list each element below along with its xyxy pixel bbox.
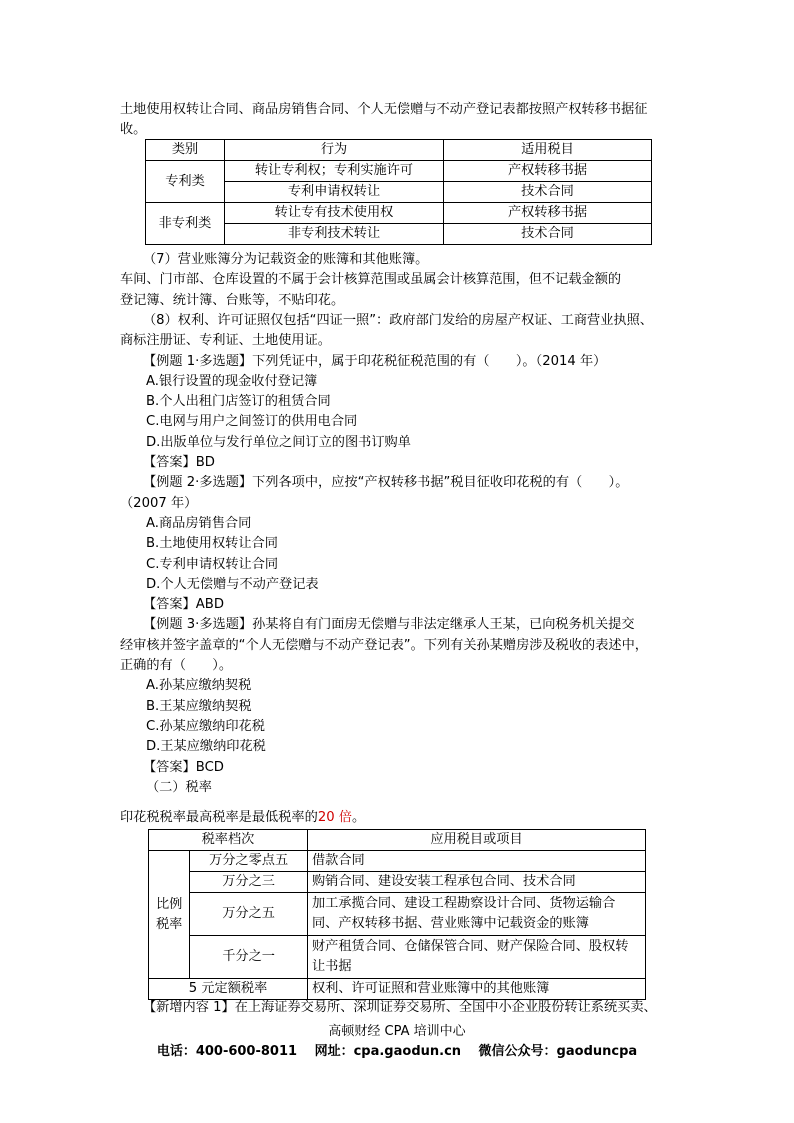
table-cell: 产权转移书据: [444, 203, 652, 224]
group-label-cell: 比例 税率: [149, 851, 190, 979]
body-line: 【例题 3·多选题】孙某将自有门面房无偿赠与非法定继承人王某，已向税务机关提交: [143, 617, 635, 632]
table-row: [146, 203, 652, 224]
body-line: 商标注册证、专利证、土地使用证。: [120, 333, 331, 348]
patent-tax-table: [145, 139, 652, 245]
body-line: 【答案】BCD: [143, 760, 224, 775]
category-cell: 专利类: [146, 161, 225, 203]
body-line: A.商品房销售合同: [146, 516, 252, 531]
body-line: 正确的有（ ）。: [120, 658, 233, 673]
tax-rate-table: [148, 829, 646, 1000]
body-line: C.专利申请权转让合同: [146, 557, 279, 572]
footer-org: 高顿财经 CPA 培训中心: [328, 1024, 466, 1039]
category-cell: 非专利类: [146, 203, 225, 245]
table-row: [149, 979, 646, 1000]
rate-cell: 万分之五: [190, 893, 308, 936]
items-cell: 权利、许可证照和营业账簿中的其他账簿: [308, 979, 646, 1000]
rate-line-suffix: 。: [351, 810, 366, 825]
table-row: [149, 872, 646, 893]
body-line: （8）权利、许可证照仅包括“四证一照”：政府部门发给的房屋产权证、工商营业执照、: [143, 313, 653, 328]
body-line: C.孙某应缴纳印花税: [146, 719, 265, 734]
table-row: [149, 851, 646, 872]
body-line: （2007 年）: [120, 496, 198, 511]
body-line: 【例题 2·多选题】下列各项中，应按“产权转移书据”税目征收印花税的有（ ）。: [143, 475, 629, 490]
body-line: 经审核并签字盖章的“个人无偿赠与不动产登记表”。下列有关孙某赠房涉及税收的表述中，: [120, 638, 648, 653]
rate-line-prefix: 印花税税率最高税率是最低税率的: [120, 810, 318, 825]
table-header-cell: 税率档次: [149, 830, 308, 851]
table-header-cell: 类别: [146, 140, 225, 161]
body-line: （二）税率: [146, 780, 212, 795]
intro-line-1: 土地使用权转让合同、商品房销售合同、个人无偿赠与不动产登记表都按照产权转移书据征: [120, 102, 648, 117]
items-cell: 借款合同: [308, 851, 646, 872]
table-row: [149, 893, 646, 936]
rate-cell: 万分之零点五: [190, 851, 308, 872]
intro-line-2: 收。: [120, 122, 147, 137]
body-line: （7）营业账簿分为记载资金的账簿和其他账簿。: [143, 252, 429, 267]
body-line: D.王某应缴纳印花税: [146, 739, 266, 754]
body-line: A.孙某应缴纳契税: [146, 678, 252, 693]
table-cell: 技术合同: [444, 182, 652, 203]
body-line: 【例题 1·多选题】下列凭证中，属于印花税征税范围的有（ ）。（2014 年）: [143, 354, 607, 369]
rate-cell: 万分之三: [190, 872, 308, 893]
body-line: C.电网与用户之间签订的供用电合同: [146, 414, 358, 429]
new-content-line: 【新增内容 1】在上海证券交易所、深圳证券交易所、全国中小企业股份转让系统买卖、: [143, 1000, 657, 1015]
rate-cell: 5 元定额税率: [149, 979, 308, 1000]
body-line: 登记簿、统计簿、台账等，不贴印花。: [120, 293, 345, 308]
items-cell: 购销合同、建设安装工程承包合同、技术合同: [308, 872, 646, 893]
table-cell: 转让专有技术使用权: [225, 203, 444, 224]
table-row: [146, 161, 652, 182]
table-header-cell: 行为: [225, 140, 444, 161]
body-line: D.个人无偿赠与不动产登记表: [146, 577, 319, 592]
body-line: D.出版单位与发行单位之间订立的图书订购单: [146, 435, 411, 450]
body-line: A.银行设置的现金收付登记簿: [146, 374, 318, 389]
body-line: B.土地使用权转让合同: [146, 536, 278, 551]
table-cell: 专利申请权转让: [225, 182, 444, 203]
rate-line: [120, 808, 365, 828]
table-row: [149, 936, 646, 979]
body-line: B.个人出租门店签订的租赁合同: [146, 394, 331, 409]
body-line: B.王某应缴纳契税: [146, 699, 252, 714]
rate-highlight: 20 倍: [317, 810, 352, 825]
items-cell: 加工承揽合同、建设工程勘察设计合同、货物运输合同、产权转移书据、营业账簿中记载资金的账簿: [308, 893, 646, 936]
rate-cell: 千分之一: [190, 936, 308, 979]
table-header-row: [149, 830, 646, 851]
table-header-cell: 应用税目或项目: [308, 830, 646, 851]
footer-contact: 电话：400-600-8011 网址：cpa.gaodun.cn 微信公众号：gaoduncpa: [156, 1044, 638, 1059]
table-cell: 产权转移书据: [444, 161, 652, 182]
table-cell: 转让专利权；专利实施许可: [225, 161, 444, 182]
body-line: 车间、门市部、仓库设置的不属于会计核算范围或虽属会计核算范围，但不记载金额的: [120, 272, 622, 287]
table-cell: 非专利技术转让: [225, 224, 444, 245]
items-cell: 财产租赁合同、仓储保管合同、财产保险合同、股权转让书据: [308, 936, 646, 979]
body-line: 【答案】ABD: [143, 597, 224, 612]
table-header-cell: 适用税目: [444, 140, 652, 161]
table-cell: 技术合同: [444, 224, 652, 245]
table-header-row: [146, 140, 652, 161]
body-line: 【答案】BD: [143, 455, 215, 470]
